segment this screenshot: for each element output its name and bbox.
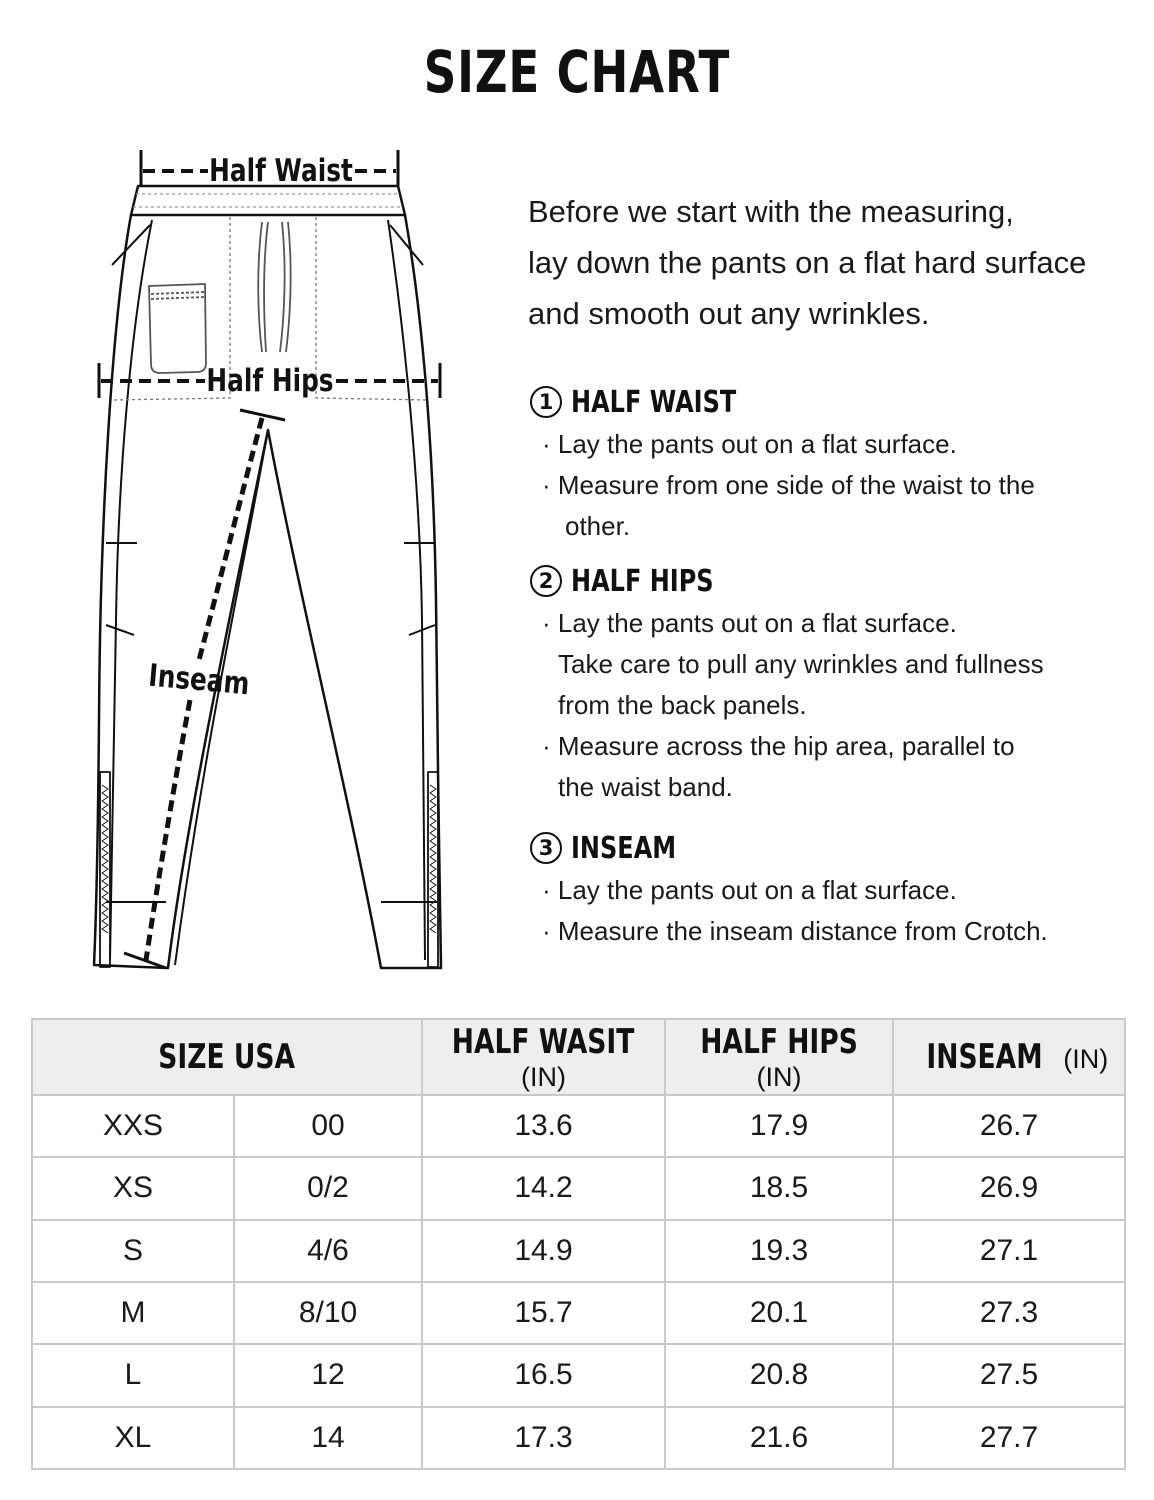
half-hips-label: Half Hips — [206, 362, 334, 399]
cell-us-size: 12 — [234, 1344, 422, 1406]
table-row — [32, 1157, 1125, 1219]
cell-half-hips: 19.3 — [665, 1220, 893, 1282]
section-half-hips — [530, 561, 1130, 808]
cell-us-size: 14 — [234, 1407, 422, 1469]
table-row — [32, 1407, 1125, 1469]
intro-line: and smooth out any wrinkles. — [528, 296, 930, 331]
instruction-line: Take care to pull any wrinkles and fullness — [558, 649, 1044, 679]
page-title: SIZE CHART — [423, 38, 731, 106]
step-number-badge: 2 — [530, 565, 562, 597]
cell-inseam: 27.3 — [893, 1282, 1125, 1344]
header-half-hips: HALF HIPS(IN) — [665, 1019, 893, 1095]
step-number-badge: 3 — [530, 832, 562, 864]
cell-inseam: 27.7 — [893, 1407, 1125, 1469]
pants-outline — [94, 215, 441, 968]
instruction-line: · Lay the pants out on a flat surface. — [542, 429, 957, 459]
section-title: HALF HIPS — [571, 563, 714, 599]
intro-text — [528, 186, 1128, 339]
instruction-line: · Lay the pants out on a flat surface. — [542, 608, 957, 638]
half-waist-label: Half Waist — [209, 152, 353, 189]
size-table — [31, 1018, 1126, 1470]
cell-half-waist: 17.3 — [422, 1407, 665, 1469]
cell-inseam: 26.7 — [893, 1095, 1125, 1157]
table-header-row — [32, 1019, 1125, 1095]
instruction-line: the waist band. — [558, 772, 733, 802]
table-row — [32, 1220, 1125, 1282]
header-size-usa: SIZE USA — [32, 1019, 422, 1095]
pants-diagram — [70, 140, 490, 990]
cell-size: XL — [32, 1407, 234, 1469]
cell-us-size: 8/10 — [234, 1282, 422, 1344]
cell-half-hips: 18.5 — [665, 1157, 893, 1219]
waistband — [131, 186, 405, 215]
section-inseam — [530, 828, 1130, 952]
section-half-waist — [530, 382, 1130, 547]
intro-line: lay down the pants on a flat hard surface — [528, 245, 1087, 280]
cell-us-size: 0/2 — [234, 1157, 422, 1219]
table-row — [32, 1095, 1125, 1157]
cell-size: S — [32, 1220, 234, 1282]
header-half-waist: HALF WASIT(IN) — [422, 1019, 665, 1095]
header-inseam: INSEAM (IN) — [893, 1019, 1125, 1095]
inseam-label: Inseam — [147, 656, 251, 703]
step-number-badge: 1 — [530, 386, 562, 418]
cell-size: XXS — [32, 1095, 234, 1157]
cell-half-waist: 15.7 — [422, 1282, 665, 1344]
cell-half-waist: 16.5 — [422, 1344, 665, 1406]
instruction-line: · Lay the pants out on a flat surface. — [542, 875, 957, 905]
cell-half-hips: 20.8 — [665, 1344, 893, 1406]
section-title: HALF WAIST — [571, 384, 737, 420]
instruction-line: other. — [565, 511, 631, 541]
cell-half-waist: 13.6 — [422, 1095, 665, 1157]
table-row — [32, 1344, 1125, 1406]
cell-half-waist: 14.9 — [422, 1220, 665, 1282]
cell-half-hips: 17.9 — [665, 1095, 893, 1157]
instruction-line: · Measure across the hip area, parallel to — [542, 731, 1015, 761]
cell-inseam: 27.1 — [893, 1220, 1125, 1282]
cell-half-hips: 21.6 — [665, 1407, 893, 1469]
table-row — [32, 1282, 1125, 1344]
cell-half-waist: 14.2 — [422, 1157, 665, 1219]
instruction-line: · Measure the inseam distance from Crotch. — [542, 916, 1048, 946]
cell-us-size: 00 — [234, 1095, 422, 1157]
cell-us-size: 4/6 — [234, 1220, 422, 1282]
cell-half-hips: 20.1 — [665, 1282, 893, 1344]
intro-line: Before we start with the measuring, — [528, 194, 1014, 229]
section-title: INSEAM — [571, 830, 677, 866]
cell-inseam: 26.9 — [893, 1157, 1125, 1219]
cell-size: M — [32, 1282, 234, 1344]
cell-inseam: 27.5 — [893, 1344, 1125, 1406]
instruction-line: from the back panels. — [558, 690, 807, 720]
cell-size: L — [32, 1344, 234, 1406]
instruction-line: · Measure from one side of the waist to the — [542, 470, 1035, 500]
cell-size: XS — [32, 1157, 234, 1219]
